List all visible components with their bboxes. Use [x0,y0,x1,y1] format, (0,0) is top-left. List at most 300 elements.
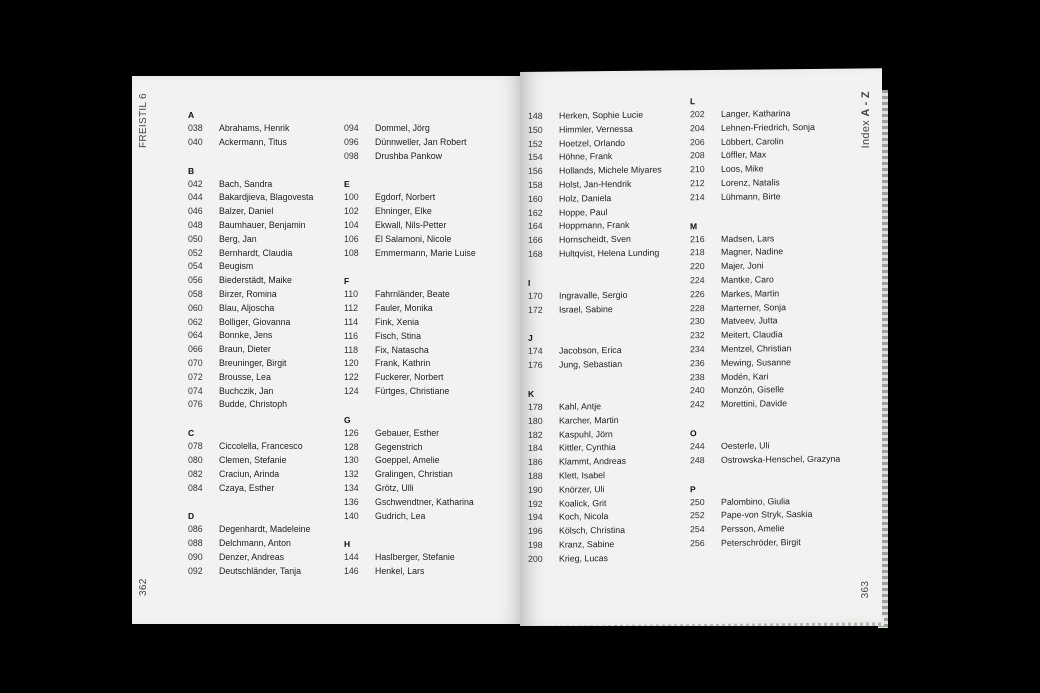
entry-name: Klammt, Andreas [559,456,626,467]
index-entry [344,371,476,385]
left-page-number: 362 [138,578,149,596]
entry-name: Deutschländer, Tanja [219,565,301,576]
entry-name: Gralingen, Christian [375,469,453,480]
entry-page-number: 098 [344,150,359,161]
entry-page-number: 074 [188,385,203,396]
index-entry [188,371,313,385]
entry-name: Buchczik, Jan [219,385,274,396]
index-entry [188,260,313,274]
index-entry [344,288,476,302]
index-entry [344,122,476,136]
entry-name: Ostrowska-Henschel, Grazyna [721,453,841,465]
entry-name: Karcher, Martin [559,414,619,426]
entry-page-number: 248 [690,454,705,465]
index-letter-heading: F [344,276,350,287]
entry-name: Meitert, Claudia [721,329,783,341]
index-entry [528,191,662,206]
entry-page-number: 228 [690,302,705,313]
entry-page-number: 188 [528,470,543,481]
entry-name: Beugism [219,261,254,272]
entry-page-number: 244 [690,441,705,452]
entry-name: Peterschröder, Birgit [721,536,801,548]
index-column-right-1 [528,109,662,567]
entry-name: Bonnke, Jens [219,330,273,341]
entry-name: Knörzer, Uli [559,483,605,495]
entry-name: Jung, Sebastian [559,359,623,370]
index-entry [528,455,662,470]
entry-name: Klett, Isabel [559,470,605,481]
index-letter-heading: D [188,511,195,522]
entry-page-number: 048 [188,219,203,230]
entry-page-number: 170 [528,290,543,301]
entry-name: Ciccolella, Francesco [219,441,303,452]
index-entry [344,219,476,233]
entry-page-number: 172 [528,304,543,315]
entry-page-number: 230 [690,316,705,327]
index-letter-heading: G [344,414,351,425]
entry-page-number: 064 [188,330,203,341]
entry-name: Czaya, Esther [219,482,275,493]
index-entry [344,316,476,330]
index-entry [528,136,662,151]
group-spacer [344,163,476,177]
index-entry [528,551,662,566]
entry-name: Ekwall, Nils-Petter [375,219,447,230]
index-entry [188,523,313,537]
entry-name: Braun, Dieter [219,344,271,355]
index-title [860,91,872,148]
entry-page-number: 254 [690,524,705,535]
entry-page-number: 090 [188,551,203,562]
entry-name: Kaspuhl, Jörn [559,428,613,440]
entry-page-number: 108 [344,247,359,258]
entry-page-number: 128 [344,441,359,452]
index-entry [188,357,313,371]
entry-page-number: 132 [344,469,359,480]
entry-page-number: 256 [690,537,705,549]
entry-page-number: 144 [344,552,359,563]
index-letter-heading: B [188,165,195,176]
index-entry [528,109,662,124]
index-entry [344,357,476,371]
index-entry [528,344,662,359]
index-entry [344,454,476,468]
entry-name: Haslberger, Stefanie [375,552,455,563]
index-entry [528,468,662,483]
entry-name: Breuninger, Birgit [219,357,287,368]
entry-name: Hoppe, Paul [559,206,608,218]
index-entry [188,440,313,454]
group-spacer [528,260,662,275]
entry-name: Delchmann, Anton [219,538,291,549]
entry-page-number: 050 [188,233,203,244]
index-entry [528,510,662,525]
entry-name: Löffler, Max [721,149,767,161]
index-entry [188,551,313,565]
entry-page-number: 186 [528,456,543,468]
index-letter-heading: I [528,277,531,288]
entry-page-number: 160 [528,193,543,204]
index-entry [528,524,662,539]
entry-page-number: 176 [528,359,543,371]
entry-name: Mewing, Susanne [721,356,791,368]
entry-page-number: 218 [690,247,705,258]
entry-page-number: 210 [690,164,705,175]
entry-page-number: 232 [690,330,705,341]
entry-name: Lehnen-Friedrich, Sonja [721,121,815,133]
index-entry [344,191,476,205]
entry-name: Baumhauer, Benjamin [219,219,306,230]
entry-page-number: 044 [188,192,203,203]
entry-name: Fauler, Monika [375,303,433,314]
entry-page-number: 154 [528,152,543,163]
entry-name: Holst, Jan-Hendrik [559,178,632,190]
index-entry [188,178,313,192]
entry-page-number: 212 [690,178,705,189]
entry-page-number: 184 [528,443,543,454]
entry-name: Monzón, Giselle [721,384,785,396]
entry-name: Bakardjieva, Blagovesta [219,192,314,203]
index-letter-heading: P [690,483,696,494]
entry-name: Madsen, Lars [721,232,775,244]
entry-page-number: 146 [344,566,359,577]
entry-page-number: 234 [690,344,705,355]
entry-page-number: 092 [188,565,203,576]
index-entry [344,441,476,455]
entry-page-number: 168 [528,248,543,259]
entry-page-number: 084 [188,482,203,493]
index-entry [528,122,662,137]
entry-page-number: 206 [690,136,705,147]
entry-name: Fix, Natascha [375,344,429,355]
index-entry [528,302,662,317]
entry-page-number: 046 [188,206,203,217]
entry-name: Modén, Kari [721,370,769,382]
entry-page-number: 216 [690,233,705,244]
entry-name: Kranz, Sabine [559,538,615,550]
index-letter-heading: E [344,179,350,190]
index-entry [188,385,313,399]
index-entry [188,274,313,288]
entry-name: Gschwendtner, Katharina [375,496,474,507]
entry-page-number: 224 [690,275,705,286]
entry-name: Hoppmann, Frank [559,220,630,231]
index-letter-heading: O [690,428,697,439]
entry-name: Magner, Nadine [721,246,784,258]
entry-page-number: 194 [528,512,543,523]
entry-name: Himmler, Vernessa [559,123,633,135]
entry-page-number: 086 [188,524,203,535]
entry-page-number: 094 [344,123,359,133]
index-entry [344,247,476,261]
index-letter-heading: J [528,333,533,344]
entry-page-number: 058 [188,288,203,299]
index-entry [528,413,662,428]
entry-page-number: 114 [344,316,359,327]
entry-name: Holz, Daniela [559,192,612,204]
entry-page-number: 166 [528,234,543,246]
index-title-prefix: Index [860,116,872,149]
entry-page-number: 106 [344,233,359,244]
right-page-number: 363 [860,580,871,599]
index-entry [188,247,313,261]
index-entry [344,551,476,565]
entry-page-number: 250 [690,496,705,507]
index-entry [188,288,313,302]
index-entry [344,468,476,482]
index-entry [344,482,476,496]
index-entry [344,205,476,219]
entry-page-number: 180 [528,415,543,426]
index-entry [528,205,662,220]
entry-name: Fürtges, Christiane [375,385,450,396]
index-entry [344,510,476,524]
entry-page-number: 174 [528,346,543,357]
entry-page-number: 112 [344,303,359,314]
entry-page-number: 190 [528,484,543,495]
entry-name: Langer, Katharina [721,108,791,119]
entry-page-number: 192 [528,498,543,509]
entry-page-number: 238 [690,371,705,382]
index-entry [528,441,662,456]
index-entry [528,150,662,165]
entry-name: Hultqvist, Helena Lunding [559,247,660,259]
entry-name: Hollands, Michele Miyares [559,164,662,176]
entry-page-number: 100 [344,192,359,203]
entry-name: Kölsch, Christina [559,525,626,536]
group-spacer [344,260,476,274]
entry-name: Lühmann, Birte [721,191,781,202]
index-letter-heading: A [188,110,195,120]
entry-page-number: 040 [188,136,203,147]
index-letter-heading: L [690,96,696,107]
entry-name: Persson, Amelie [721,523,785,535]
series-label: FREISTIL 6 [138,93,149,148]
index-entry [188,122,313,136]
index-entry [188,219,313,233]
entry-page-number: 202 [690,109,705,120]
entry-page-number: 066 [188,344,203,355]
entry-name: Bernhardt, Claudia [219,247,293,258]
entry-name: Morettini, Davide [721,398,788,410]
entry-name: Gebauer, Esther [375,427,440,438]
index-letter-heading: H [344,539,351,550]
entry-name: Lorenz, Natalis [721,177,780,188]
index-entry [188,454,313,468]
index-entry [188,565,313,579]
entry-name: Dommel, Jörg [375,123,430,133]
entry-name: Birzer, Romina [219,288,277,299]
entry-name: Palombino, Giulia [721,495,790,507]
index-entry [344,344,476,358]
entry-name: Hoetzel, Orlando [559,137,626,149]
entry-name: Krieg, Lucas [559,552,608,564]
index-entry [188,205,313,219]
index-letter-heading: C [188,428,195,439]
entry-name: Goeppel, Amelie [375,455,440,466]
entry-page-number: 226 [690,288,705,299]
entry-page-number: 140 [344,510,359,521]
group-spacer [344,523,476,537]
entry-name: Höhne, Frank [559,151,613,162]
entry-name: Frank, Kathrin [375,358,431,369]
entry-page-number: 056 [188,275,203,286]
entry-page-number: 076 [188,399,203,410]
entry-name: Mentzel, Christian [721,343,792,354]
index-entry [188,302,313,316]
entry-name: Matveev, Jutta [721,315,778,327]
index-letter-heading: K [528,388,535,399]
entry-name: Kittler, Cynthia [559,442,616,453]
entry-name: Koch, Nicola [559,511,609,522]
index-entry [344,150,476,164]
entry-page-number: 070 [188,357,203,368]
index-entry [528,233,662,248]
entry-page-number: 182 [528,429,543,440]
entry-page-number: 242 [690,399,705,410]
entry-name: Biederstädt, Maike [219,275,292,286]
entry-page-number: 178 [528,401,543,412]
entry-page-number: 240 [690,385,705,396]
entry-page-number: 156 [528,165,543,177]
entry-page-number: 150 [528,124,543,135]
entry-name: Majer, Joni [721,260,764,272]
entry-name: Craciun, Arinda [219,468,280,479]
right-page [520,68,882,626]
entry-page-number: 196 [528,525,543,537]
left-page [132,76,524,624]
entry-page-number: 088 [188,538,203,549]
entry-page-number: 096 [344,136,359,147]
index-entry [188,191,313,205]
index-entry [344,136,476,150]
group-spacer [188,150,313,164]
entry-name: Gudrich, Lea [375,510,426,521]
index-entry [690,452,840,467]
index-entry [690,536,840,551]
index-entry [528,537,662,552]
entry-page-number: 200 [528,553,543,564]
index-entry [344,302,476,316]
entry-name: Markes, Martin [721,288,780,299]
entry-page-number: 134 [344,482,359,493]
entry-name: Kahl, Antje [559,401,602,412]
group-spacer [188,412,313,426]
entry-page-number: 162 [528,207,543,218]
index-entry [528,178,662,193]
index-entry [344,233,476,247]
entry-page-number: 052 [188,247,203,258]
index-entry [188,537,313,551]
index-entry [188,329,313,343]
index-title-range: A - Z [860,91,872,117]
entry-name: Berg, Jan [219,233,257,244]
entry-name: Loos, Mike [721,163,764,175]
index-entry [188,343,313,357]
entry-page-number: 120 [344,358,359,369]
entry-page-number: 104 [344,219,359,230]
index-entry [188,233,313,247]
entry-page-number: 126 [344,427,359,438]
entry-page-number: 198 [528,539,543,550]
group-spacer [344,399,476,413]
entry-name: Bach, Sandra [219,178,273,189]
entry-name: Balzer, Daniel [219,206,274,217]
entry-name: Budde, Christoph [219,399,287,410]
entry-page-number: 072 [188,371,203,382]
entry-name: Marterner, Sonja [721,301,787,313]
index-entry [528,399,662,414]
entry-page-number: 102 [344,206,359,217]
entry-page-number: 082 [188,468,203,479]
entry-name: Hornscheidt, Sven [559,234,631,245]
entry-page-number: 236 [690,357,705,368]
index-entry [528,164,662,179]
entry-page-number: 252 [690,510,705,521]
index-entry [188,468,313,482]
entry-name: Mantke, Caro [721,274,774,285]
entry-page-number: 214 [690,191,705,203]
entry-page-number: 152 [528,138,543,149]
index-column-right-2 [690,93,840,551]
entry-name: Drushba Pankow [375,150,442,161]
entry-page-number: 054 [188,261,203,272]
entry-name: Bolliger, Giovanna [219,316,291,327]
entry-page-number: 122 [344,372,359,383]
entry-page-number: 078 [188,441,203,452]
index-entry [344,565,476,579]
entry-name: Gegenstrich [375,441,423,452]
entry-name: Ehninger, Elke [375,206,432,217]
entry-name: Blau, Aljoscha [219,302,275,313]
index-entry [344,385,476,399]
index-entry [188,482,313,496]
index-entry [188,316,313,330]
entry-page-number: 158 [528,179,543,190]
entry-name: Brousse, Lea [219,371,271,382]
index-entry [188,398,313,412]
entry-name: Egdorf, Norbert [375,192,436,203]
entry-page-number: 220 [690,261,705,272]
entry-page-number: 060 [188,302,203,313]
entry-name: Fisch, Stina [375,330,421,341]
entry-page-number: 118 [344,344,359,355]
index-entry [344,330,476,344]
entry-name: Degenhardt, Madeleine [219,524,311,535]
entry-page-number: 116 [344,330,359,341]
entry-page-number: 208 [690,150,705,161]
index-letter-heading: M [690,220,698,231]
entry-page-number: 062 [188,316,203,327]
index-entry [528,219,662,234]
entry-name: El Salamoni, Nicole [375,233,452,244]
entry-page-number: 124 [344,385,359,396]
entry-page-number: 110 [344,289,359,300]
index-entry [528,246,662,261]
index-entry [528,288,662,303]
entry-name: Herken, Sophie Lucie [559,109,644,121]
index-column-left-1 [188,108,313,579]
entry-page-number: 130 [344,455,359,466]
entry-name: Clemen, Stefanie [219,454,287,465]
entry-name: Fuckerer, Norbert [375,372,444,383]
entry-name: Emmermann, Marie Luise [375,247,476,258]
entry-page-number: 038 [188,123,203,133]
index-entry [528,482,662,497]
entry-name: Jacobson, Erica [559,345,622,356]
entry-page-number: 204 [690,122,705,134]
group-spacer [528,371,662,386]
